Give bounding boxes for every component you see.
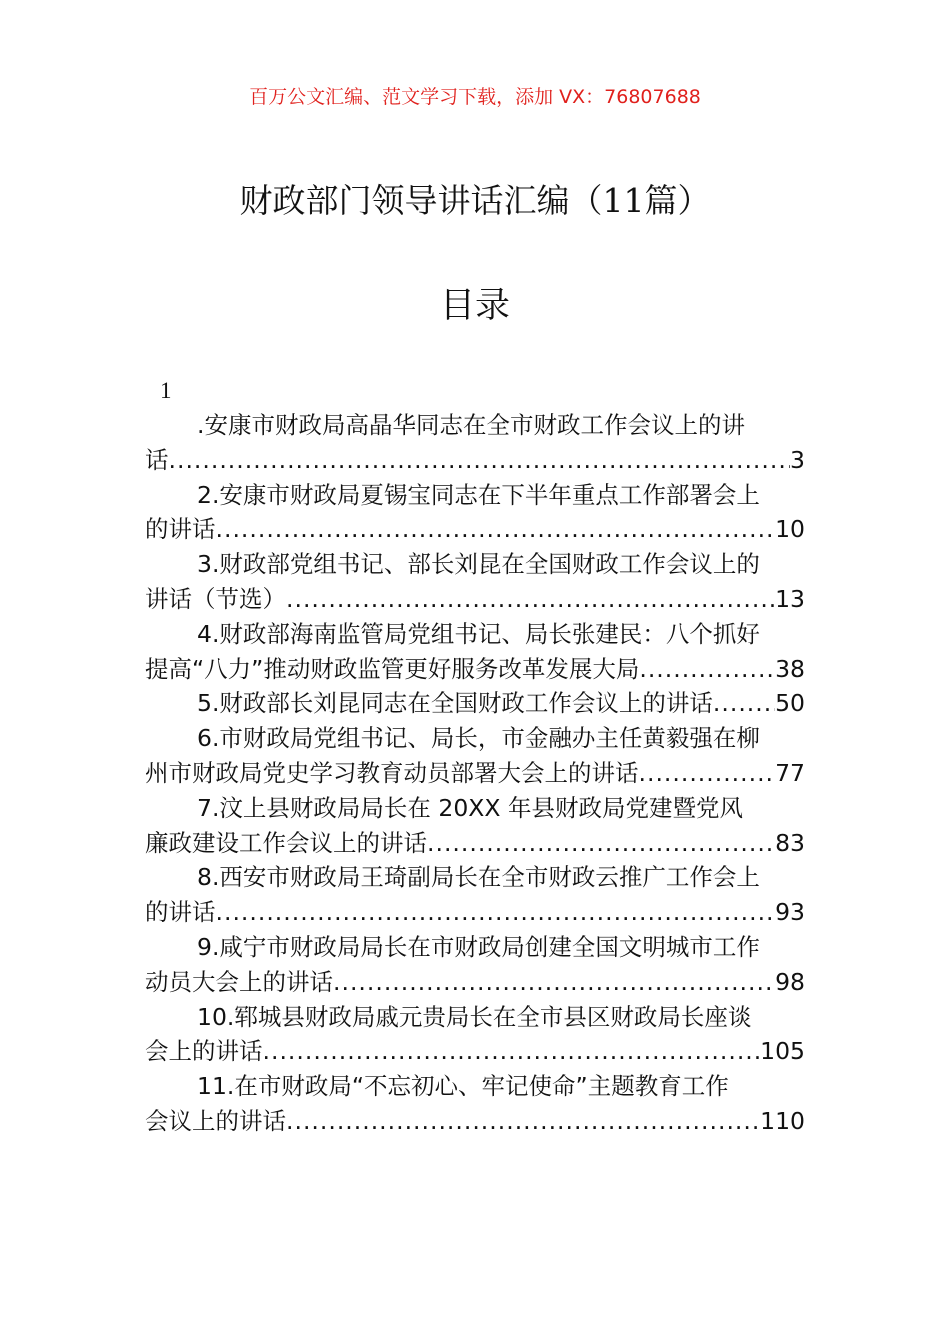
toc-entry-leader-line <box>145 1104 805 1139</box>
dot-leader <box>639 756 776 791</box>
toc-entry[interactable] <box>145 1069 805 1139</box>
toc-entry-leader-line <box>145 895 805 930</box>
toc-entry-title-line: 11.在市财政局“不忘初心、牢记使命”主题教育工作 <box>197 1072 729 1101</box>
toc-entry[interactable] <box>145 478 805 548</box>
toc-entry-leader-line <box>145 512 805 547</box>
toc-entry[interactable] <box>145 791 805 861</box>
title-suffix: 篇） <box>644 181 711 220</box>
toc-entry[interactable] <box>145 617 805 687</box>
dot-leader <box>263 1034 761 1069</box>
toc-entry[interactable] <box>145 1000 805 1070</box>
toc-entry-leader-line <box>145 965 805 1000</box>
toc-entry-title-line: .安康市财政局高晶华同志在全市财政工作会议上的讲 <box>197 411 745 439</box>
dot-leader <box>639 652 775 687</box>
toc-entry-leader-line <box>145 686 805 721</box>
dot-leader <box>169 443 791 478</box>
toc-entry-title-cont: 的讲话 <box>145 515 216 544</box>
table-of-contents <box>145 374 805 1139</box>
toc-entry-title-line: 9.咸宁市财政局局长在市财政局创建全国文明城市工作 <box>197 932 760 961</box>
toc-entry-leader-line <box>145 1034 805 1069</box>
toc-entry-title-cont: 动员大会上的讲话 <box>145 967 333 996</box>
dot-leader <box>286 1104 760 1139</box>
toc-entry-leader-line <box>145 443 805 478</box>
toc-entry-page: 98 <box>775 967 805 996</box>
toc-entry-page: 13 <box>775 584 805 613</box>
toc-entry[interactable] <box>145 860 805 930</box>
toc-entry-title-cont: 的讲话 <box>145 898 216 927</box>
toc-entry-leader-line <box>145 582 805 617</box>
toc-entry-title-line: 10.郓城县财政局戚元贵局长在全市县区财政局长座谈 <box>197 1002 752 1031</box>
watermark-text: 百万公文汇编、范文学习下载，添加 VX：76807688 <box>249 86 701 108</box>
toc-entry-page: 38 <box>775 654 805 683</box>
toc-heading: 目录 <box>439 286 510 326</box>
document-title <box>0 178 950 224</box>
toc-entry-leader-line <box>145 826 805 861</box>
toc-entry-leader-line <box>145 652 805 687</box>
toc-entry-title-cont: 会议上的讲话 <box>145 1106 286 1135</box>
toc-entry-page: 50 <box>775 689 805 718</box>
toc-entry-title-line: 7.汶上县财政局局长在 20XX 年县财政局党建暨党风 <box>197 793 743 822</box>
dot-leader <box>286 582 775 617</box>
toc-entry-page: 10 <box>775 515 805 544</box>
toc-entry-title: 5.财政部长刘昆同志在全国财政工作会议上的讲话 <box>197 689 713 718</box>
dot-leader <box>713 686 775 721</box>
toc-entry-title-cont: 州市财政局党史学习教育动员部署大会上的讲话 <box>145 758 639 787</box>
toc-entry-page: 3 <box>790 445 805 474</box>
toc-entry-page: 93 <box>775 898 805 927</box>
toc-entry[interactable] <box>145 547 805 617</box>
dot-leader <box>427 826 775 861</box>
title-prefix: 财政部门领导讲话汇编（ <box>239 181 603 220</box>
toc-entry-page: 105 <box>760 1037 805 1066</box>
toc-entry[interactable] <box>145 408 805 478</box>
toc-entry-page: 110 <box>760 1106 805 1135</box>
toc-entry[interactable] <box>145 686 805 721</box>
toc-entry-title-cont: 讲话（节选） <box>145 584 286 613</box>
toc-leading-number: 1 <box>160 378 172 403</box>
toc-entry-title-cont: 会上的讲话 <box>145 1037 263 1066</box>
toc-entry-page: 77 <box>775 758 805 787</box>
dot-leader <box>333 965 775 1000</box>
toc-entry[interactable] <box>145 930 805 1000</box>
toc-entry-title-line: 8.西安市财政局王琦副局长在全市财政云推广工作会上 <box>197 863 760 892</box>
toc-entry-title-line: 3.财政部党组书记、部长刘昆在全国财政工作会议上的 <box>197 550 760 579</box>
toc-entry-title-cont: 提高“八力”推动财政监管更好服务改革发展大局 <box>145 654 640 683</box>
toc-entry-leader-line <box>145 756 805 791</box>
toc-entry-title-cont: 廉政建设工作会议上的讲话 <box>145 828 427 857</box>
dot-leader <box>216 512 776 547</box>
toc-entry-title-line: 6.市财政局党组书记、局长，市金融办主任黄毅强在柳 <box>197 724 760 753</box>
toc-entry-title-cont: 话 <box>145 445 169 474</box>
toc-entry-title-line: 2.安康市财政局夏锡宝同志在下半年重点工作部署会上 <box>197 480 760 509</box>
toc-entry-title-line: 4.财政部海南监管局党组书记、局长张建民：八个抓好 <box>197 619 760 648</box>
title-number: 11 <box>602 181 645 220</box>
dot-leader <box>216 895 776 930</box>
toc-entry-page: 83 <box>775 828 805 857</box>
toc-entry[interactable] <box>145 721 805 791</box>
